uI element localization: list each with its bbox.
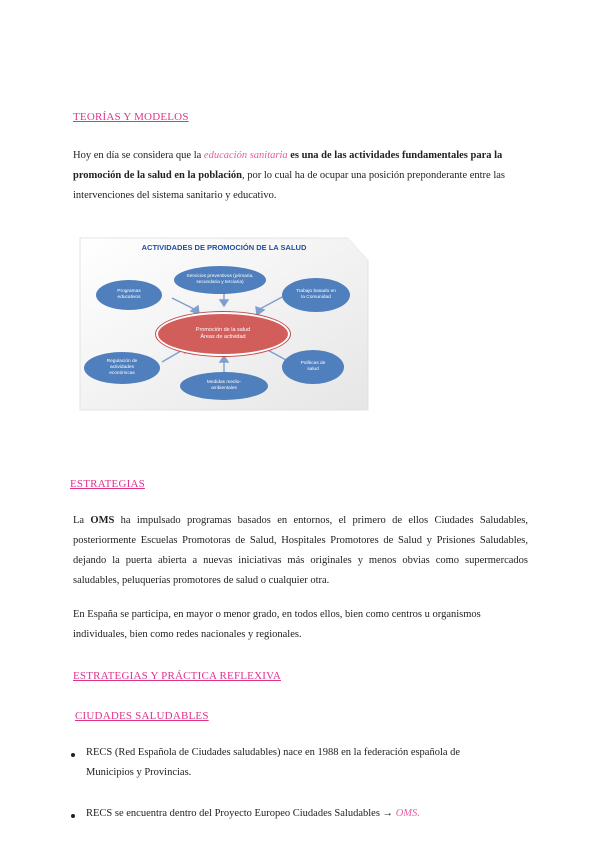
bullet-dot-1 — [71, 753, 75, 757]
heading-teorias-modelos: TEORÍAS Y MODELOS — [73, 111, 189, 123]
diagram-title: ACTIVIDADES DE PROMOCIÓN DE LA SALUD — [141, 243, 307, 252]
bubble-programas-label: Programas educativos — [117, 289, 141, 300]
estrategias-text-2: ha impulsado programas basados en entornos, el primero de ellos Ciudades Saludables, posteriormente Escuelas Promotoras de Salud, Hospitales Promotores de Salud y Prisiones Saludables, dejando la puerta abierta a nuevas iniciativas más originales y menos obvias como supermercados saludables, peluquerías promotores de salud o cualquier otra. — [73, 515, 529, 586]
bubble-medidas-ambientales — [180, 372, 268, 400]
bullet-2-text: RECS se encuentra dentro del Proyecto Europeo Ciudades Saludables → — [86, 808, 396, 819]
bubble-medidas-label: Medidas medio-ambientales — [206, 380, 242, 391]
bullet-item-recs-proyecto — [86, 804, 526, 824]
bubble-servicios-label: Servicios preventivos (primaria, secundaria y terciaria) — [186, 274, 254, 285]
bubble-programas-educativos — [96, 280, 162, 310]
bubble-regulacion-label: Regulación de actividades económicas — [106, 359, 138, 376]
bullet-item-recs-origen: RECS (Red Española de Ciudades saludables) nace en 1988 en la federación española de Municipios y Provincias. — [86, 747, 461, 778]
bubble-servicios-preventivos — [174, 266, 266, 294]
intro-paragraph — [73, 146, 531, 206]
estrategias-paragraph-1 — [73, 511, 528, 591]
estrategias-oms-bold: OMS — [90, 515, 115, 526]
promotion-diagram — [78, 236, 370, 412]
bubble-promocion-salud — [156, 312, 290, 356]
heading-ciudades-saludables: CIUDADES SALUDABLES — [75, 710, 209, 722]
bubble-politicas-label: Políticas de salud — [300, 361, 326, 372]
estrategias-paragraph-2: En España se participa, en mayor o menor grado, en todos ellos, bien como centros u organismos individuales, bien como redes nacionales y regionales. — [73, 609, 481, 640]
intro-text-1: Hoy en día se considera que la — [73, 150, 204, 161]
bullet-2-oms-link: OMS. — [395, 808, 420, 819]
bubble-trabajo-label: Trabajo basado en la Comunidad — [296, 289, 336, 300]
heading-practica-reflexiva: ESTRATEGIAS Y PRÁCTICA REFLEXIVA — [73, 670, 281, 682]
bubble-politicas-salud — [282, 350, 344, 384]
intro-highlight-educacion: educación sanitaria — [203, 150, 288, 161]
intro-text-2: , por lo cual ha de ocupar una posición preponderante entre las intervenciones del sistema sanitario y educativo. — [73, 170, 505, 201]
intro-bold-text: es una de las actividades fundamentales para la promoción de la salud en la población — [73, 150, 503, 181]
estrategias-text-1: La — [73, 515, 91, 526]
bullet-dot-2 — [71, 814, 75, 818]
bubble-regulacion-actividades — [84, 352, 160, 384]
bubble-promocion-label: Promoción de la salud Áreas de actividad — [195, 327, 251, 340]
heading-estrategias: ESTRATEGIAS — [70, 478, 145, 490]
bubble-trabajo-comunidad — [282, 278, 350, 312]
